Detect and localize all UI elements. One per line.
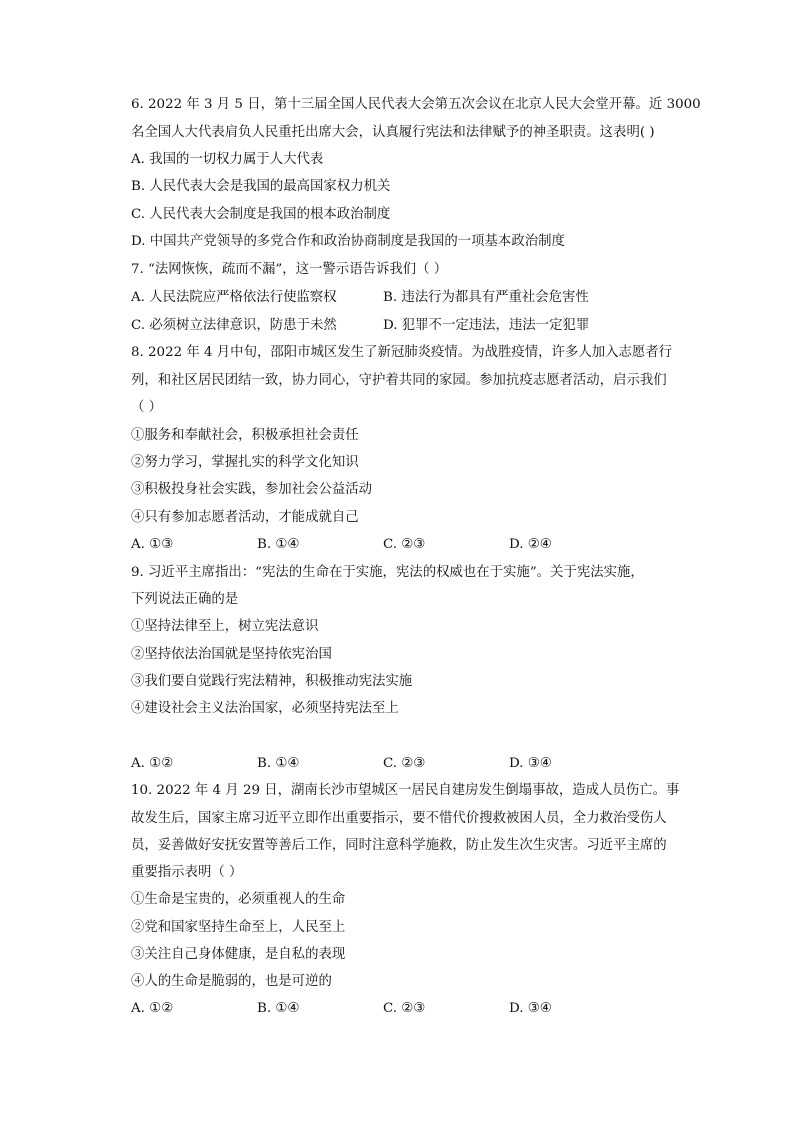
q8-item-2: ②努力学习，掌握扎实的科学文化知识 bbox=[131, 455, 359, 470]
q6-option-d: D. 中国共产党领导的多党合作和政治协商制度是我国的一项基本政治制度 bbox=[131, 234, 565, 249]
q10-item-1: ①生命是宝贵的，必须重视人的生命 bbox=[131, 892, 346, 907]
q9-option-c: C. ②③ bbox=[383, 756, 426, 771]
q8-item-1: ①服务和奉献社会，积极承担社会责任 bbox=[131, 428, 359, 443]
q8-option-b: B. ①④ bbox=[257, 537, 300, 552]
q7-option-a: A. 人民法院应严格依法行使监察权 bbox=[131, 290, 337, 305]
q9-item-4: ④建设社会主义法治国家，必须坚持宪法至上 bbox=[131, 701, 399, 716]
q9-option-b: B. ①④ bbox=[257, 756, 300, 771]
q10-item-3: ③关注自己身体健康，是自私的表现 bbox=[131, 947, 346, 962]
q10-option-b: B. ①④ bbox=[257, 1001, 300, 1016]
q10-item-4: ④人的生命是脆弱的，也是可逆的 bbox=[131, 974, 332, 989]
q9-option-d: D. ③④ bbox=[509, 756, 552, 771]
q9-option-a: A. ①② bbox=[131, 756, 174, 771]
q9-item-1: ①坚持法律至上，树立宪法意识 bbox=[131, 619, 319, 634]
q8-option-d: D. ②④ bbox=[509, 537, 552, 552]
q6-stem-line-1: 6. 2022 年 3 月 5 日，第十三届全国人民代表大会第五次会议在北京人民大会堂开幕。近 3000 bbox=[131, 97, 701, 112]
q8-option-a: A. ①③ bbox=[131, 537, 174, 552]
q8-option-c: C. ②③ bbox=[383, 537, 426, 552]
q6-stem-line-2: 名全国人大代表肩负人民重托出席大会，认真履行宪法和法律赋予的神圣职责。这表明( ) bbox=[131, 125, 655, 140]
q10-stem-line-2: 故发生后，国家主席习近平立即作出重要指示，要不惜代价搜救被困人员，全力救治受伤人 bbox=[131, 811, 667, 826]
q10-option-d: D. ③④ bbox=[509, 1001, 552, 1016]
q10-stem-line-1: 10. 2022 年 4 月 29 日，湖南长沙市望城区一居民自建房发生倒塌事故，造成人员伤亡。事 bbox=[131, 783, 680, 798]
q8-item-4: ④只有参加志愿者活动，才能成就自己 bbox=[131, 510, 359, 525]
q8-stem-line-1: 8. 2022 年 4 月中旬，邵阳市城区发生了新冠肺炎疫情。为战胜疫情，许多人加入志愿者行 bbox=[131, 345, 673, 360]
q6-option-c: C. 人民代表大会制度是我国的根本政治制度 bbox=[131, 207, 391, 222]
q8-stem-line-3: （ ） bbox=[131, 400, 163, 415]
q9-stem-line-1: 9. 习近平主席指出：“宪法的生命在于实施，宪法的权威也在于实施”。关于宪法实施， bbox=[131, 565, 644, 580]
q8-stem-line-2: 列，和社区居民团结一致，协力同心，守护着共同的家园。参加抗疫志愿者活动，启示我们 bbox=[131, 373, 667, 388]
q9-item-3: ③我们要自觉践行宪法精神，积极推动宪法实施 bbox=[131, 674, 413, 689]
q7-option-b: B. 违法行为都具有严重社会危害性 bbox=[383, 290, 589, 305]
q10-stem-line-4: 重要指示表明（ ） bbox=[131, 865, 243, 880]
q9-stem-line-2: 下列说法正确的是 bbox=[131, 592, 239, 607]
q7-option-c: C. 必须树立法律意识，防患于未然 bbox=[131, 318, 337, 333]
q10-option-c: C. ②③ bbox=[383, 1001, 426, 1016]
q6-option-a: A. 我国的一切权力属于人大代表 bbox=[131, 152, 324, 167]
q10-option-a: A. ①② bbox=[131, 1001, 174, 1016]
q10-item-2: ②党和国家坚持生命至上，人民至上 bbox=[131, 920, 346, 935]
q7-option-d: D. 犯罪不一定违法，违法一定犯罪 bbox=[383, 318, 590, 333]
q6-option-b: B. 人民代表大会是我国的最高国家权力机关 bbox=[131, 179, 391, 194]
q9-item-2: ②坚持依法治国就是坚持依宪治国 bbox=[131, 647, 332, 662]
q8-item-3: ③积极投身社会实践，参加社会公益活动 bbox=[131, 482, 373, 497]
q7-stem: 7. “法网恢恢，疏而不漏”，这一警示语告诉我们（ ） bbox=[131, 262, 448, 277]
q10-stem-line-3: 员，妥善做好安抚安置等善后工作，同时注意科学施救，防止发生次生灾害。习近平主席的 bbox=[131, 838, 667, 853]
